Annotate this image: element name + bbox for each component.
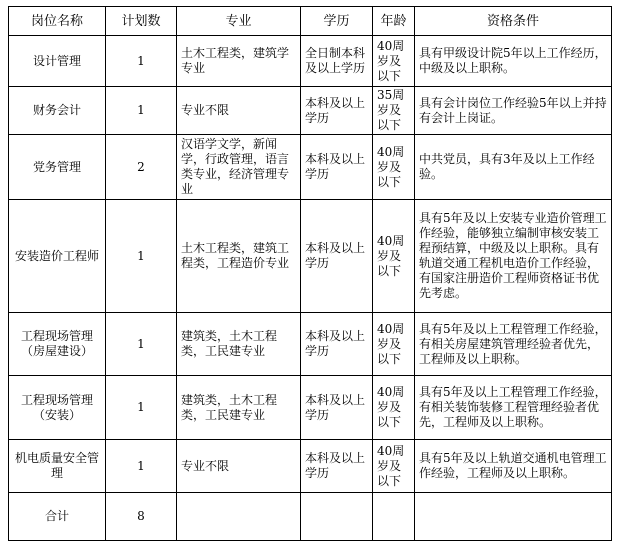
table-row	[9, 135, 612, 200]
table-row	[9, 313, 612, 376]
table-row	[9, 200, 612, 313]
header-row	[9, 7, 612, 36]
total-label-cell: 合计	[9, 493, 106, 541]
qualification-cell: 具有5年及以上工程管理工作经验，有相关房屋建筑管理经验者优先，工程师及以上职称。	[415, 313, 612, 376]
major-cell: 专业不限	[177, 87, 301, 135]
age-cell: 40周岁及以下	[373, 200, 415, 313]
education-cell: 全日制本科及以上学历	[301, 36, 373, 87]
education-cell: 本科及以上学历	[301, 200, 373, 313]
qualification-cell: 具有5年及以上工程管理工作经验，有相关装饰装修工程管理经验者优先，工程师及以上职称。	[415, 376, 612, 440]
total-plan-cell: 8	[106, 493, 177, 541]
position-cell: 安装造价工程师	[9, 200, 106, 313]
plan-cell: 1	[106, 440, 177, 493]
plan-cell: 1	[106, 200, 177, 313]
qualification-cell: 具有会计岗位工作经验5年以上并持有会计上岗证。	[415, 87, 612, 135]
age-cell: 40周岁及以下	[373, 36, 415, 87]
header-major: 专业	[177, 7, 301, 36]
empty-cell	[373, 493, 415, 541]
major-cell: 汉语学文学，新闻学，行政管理，语言类专业，经济管理专业	[177, 135, 301, 200]
empty-cell	[301, 493, 373, 541]
age-cell: 40周岁及以下	[373, 440, 415, 493]
plan-cell: 1	[106, 376, 177, 440]
age-cell: 40周岁及以下	[373, 135, 415, 200]
recruitment-table	[8, 6, 612, 541]
major-cell: 土木工程类，建筑工程类，工程造价专业	[177, 200, 301, 313]
major-cell: 建筑类，土木工程类，工民建专业	[177, 376, 301, 440]
plan-cell: 2	[106, 135, 177, 200]
age-cell: 40周岁及以下	[373, 313, 415, 376]
education-cell: 本科及以上学历	[301, 135, 373, 200]
education-cell: 本科及以上学历	[301, 440, 373, 493]
qualification-cell: 中共党员，具有3年及以上工作经验。	[415, 135, 612, 200]
position-cell: 财务会计	[9, 87, 106, 135]
position-cell: 党务管理	[9, 135, 106, 200]
age-cell: 40周岁及以下	[373, 376, 415, 440]
empty-cell	[177, 493, 301, 541]
age-cell: 35周岁及以下	[373, 87, 415, 135]
table-row	[9, 87, 612, 135]
plan-cell: 1	[106, 313, 177, 376]
header-education: 学历	[301, 7, 373, 36]
table-row	[9, 376, 612, 440]
major-cell: 专业不限	[177, 440, 301, 493]
empty-cell	[415, 493, 612, 541]
header-qualification: 资格条件	[415, 7, 612, 36]
header-position: 岗位名称	[9, 7, 106, 36]
plan-cell: 1	[106, 87, 177, 135]
header-age: 年龄	[373, 7, 415, 36]
education-cell: 本科及以上学历	[301, 376, 373, 440]
position-cell: 机电质量安全管理	[9, 440, 106, 493]
qualification-cell: 具有5年及以上轨道交通机电管理工作经验，工程师及以上职称。	[415, 440, 612, 493]
table-row	[9, 36, 612, 87]
table-row	[9, 440, 612, 493]
education-cell: 本科及以上学历	[301, 87, 373, 135]
major-cell: 土木工程类，建筑学专业	[177, 36, 301, 87]
qualification-cell: 具有甲级设计院5年以上工作经历，中级及以上职称。	[415, 36, 612, 87]
qualification-cell: 具有5年及以上安装专业造价管理工作经验，能够独立编制审核安装工程预结算，中级及以上职称。具有轨道交通工程机电造价工作经验，有国家注册造价工程师资格证书优先考虑。	[415, 200, 612, 313]
position-cell: 工程现场管理（安装）	[9, 376, 106, 440]
major-cell: 建筑类，土木工程类，工民建专业	[177, 313, 301, 376]
header-plan: 计划数	[106, 7, 177, 36]
education-cell: 本科及以上学历	[301, 313, 373, 376]
total-row	[9, 493, 612, 541]
position-cell: 设计管理	[9, 36, 106, 87]
position-cell: 工程现场管理（房屋建设）	[9, 313, 106, 376]
plan-cell: 1	[106, 36, 177, 87]
